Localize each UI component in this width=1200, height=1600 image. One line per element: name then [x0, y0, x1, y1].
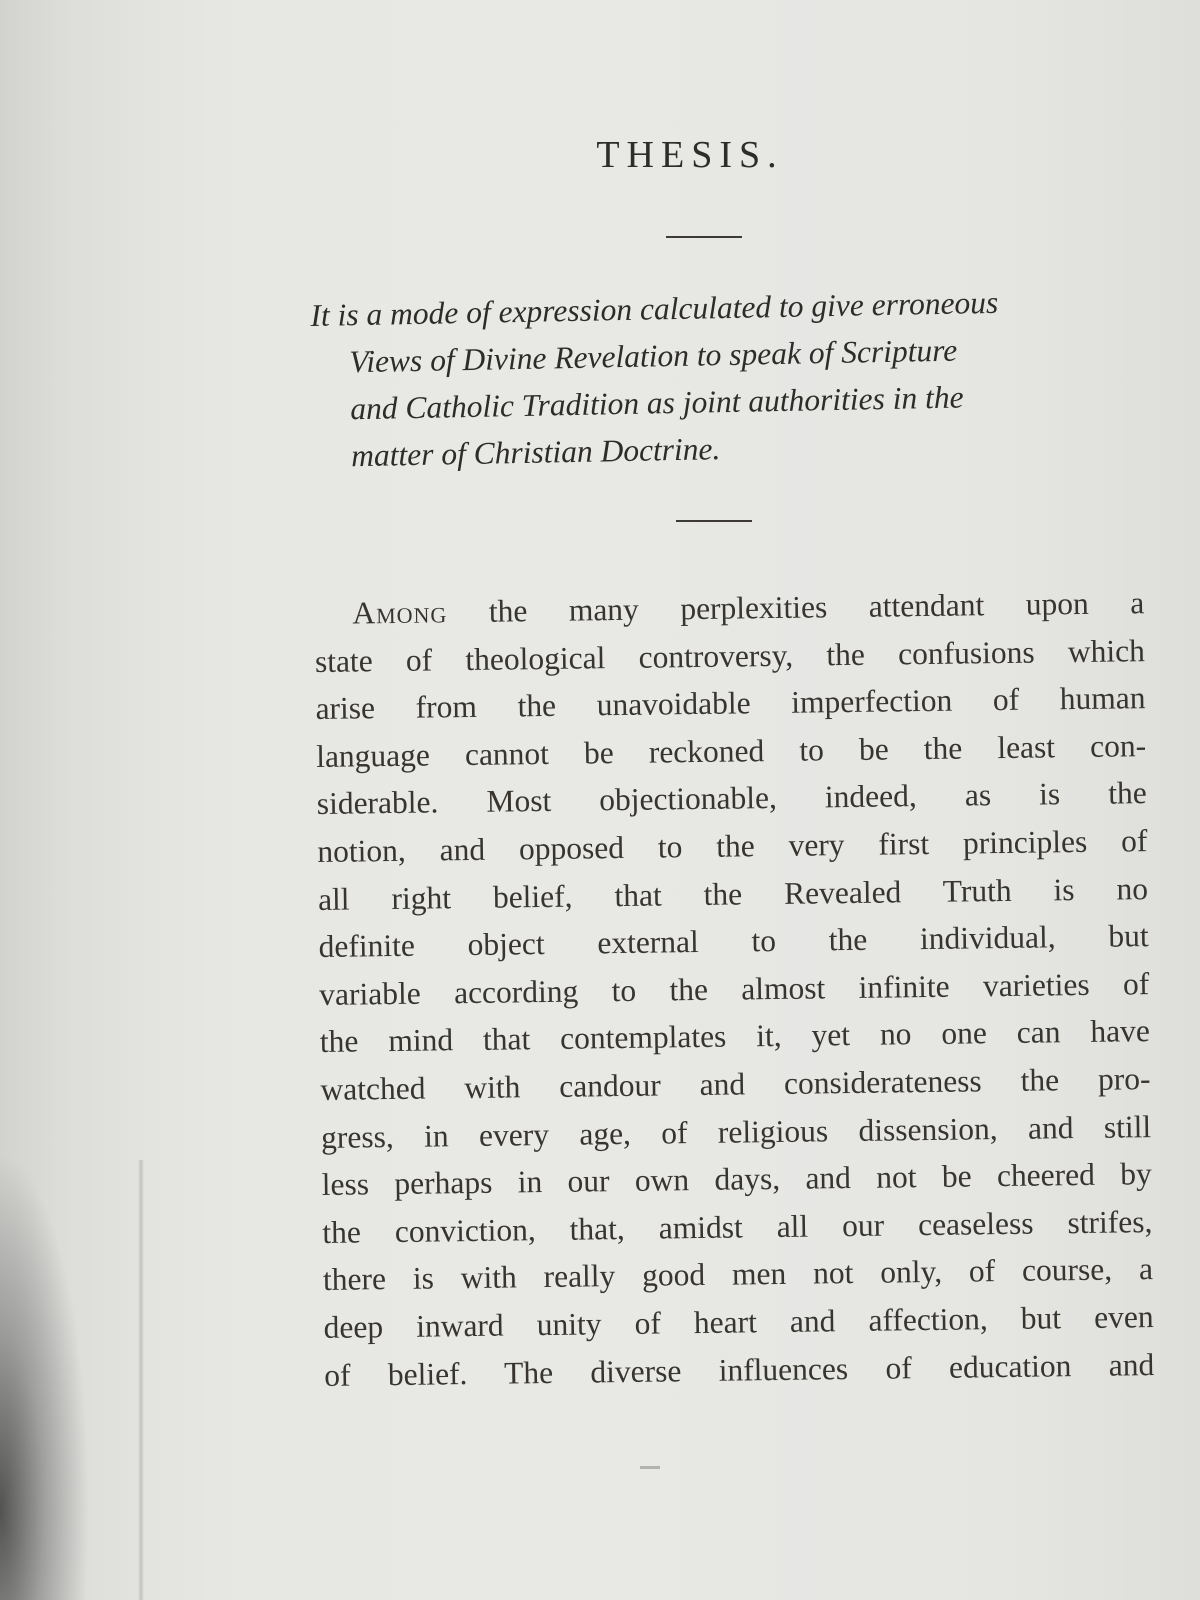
body-line: less perhaps in our own days, and not be cheered by: [321, 1156, 1152, 1203]
body-line: definite object external to the individual, but: [318, 918, 1149, 965]
body-line: gress, in every age, of religious dissension, and still: [320, 1108, 1152, 1155]
divider-rule-top: [666, 236, 742, 238]
binding-shadow: [0, 1150, 90, 1600]
thesis-line: matter of Christian Doctrine.: [350, 431, 721, 474]
page-title: THESIS.: [596, 134, 784, 177]
page-edge: [138, 1160, 144, 1600]
body-line: notion, and opposed to the very first principles of: [317, 823, 1148, 869]
body-line: siderable. Most objectionable, indeed, as is the: [316, 775, 1147, 822]
drop-word: Among: [352, 594, 448, 631]
body-line: language cannot be reckoned to be the least con-: [315, 727, 1147, 774]
body-line: state of theological controversy, the confusions which: [314, 632, 1146, 679]
body-line: all right belief, that the Revealed Truth is no: [317, 870, 1149, 917]
thesis-line: Views of Divine Revelation to speak of Scripture: [349, 332, 958, 380]
body-line: deep inward unity of heart and affection, but even: [323, 1298, 1154, 1345]
ink-smudge: [640, 1466, 660, 1469]
thesis-line: and Catholic Tradition as joint authorities in the: [349, 379, 964, 427]
divider-rule-bottom: [676, 520, 752, 522]
thesis-statement: [310, 276, 1123, 480]
body-line: of belief. The diverse influences of education and: [324, 1346, 1155, 1393]
body-line: the conviction, that, amidst all our ceaseless strifes,: [322, 1203, 1153, 1250]
body-line: variable according to the almost infinite varieties of: [319, 965, 1150, 1012]
thesis-line: It is a mode of expression calculated to give erroneous: [310, 284, 999, 333]
body-paragraph: [314, 579, 1155, 1399]
body-line-rest: the many perplexities attendant upon a: [488, 585, 1145, 629]
body-line: watched with candour and considerateness the pro-: [320, 1061, 1151, 1107]
body-line: arise from the unavoidable imperfection of human: [315, 680, 1146, 727]
body-line: there is with really good men not only, of course, a: [322, 1251, 1154, 1298]
body-line: the mind that contemplates it, yet no one can have: [319, 1013, 1151, 1060]
